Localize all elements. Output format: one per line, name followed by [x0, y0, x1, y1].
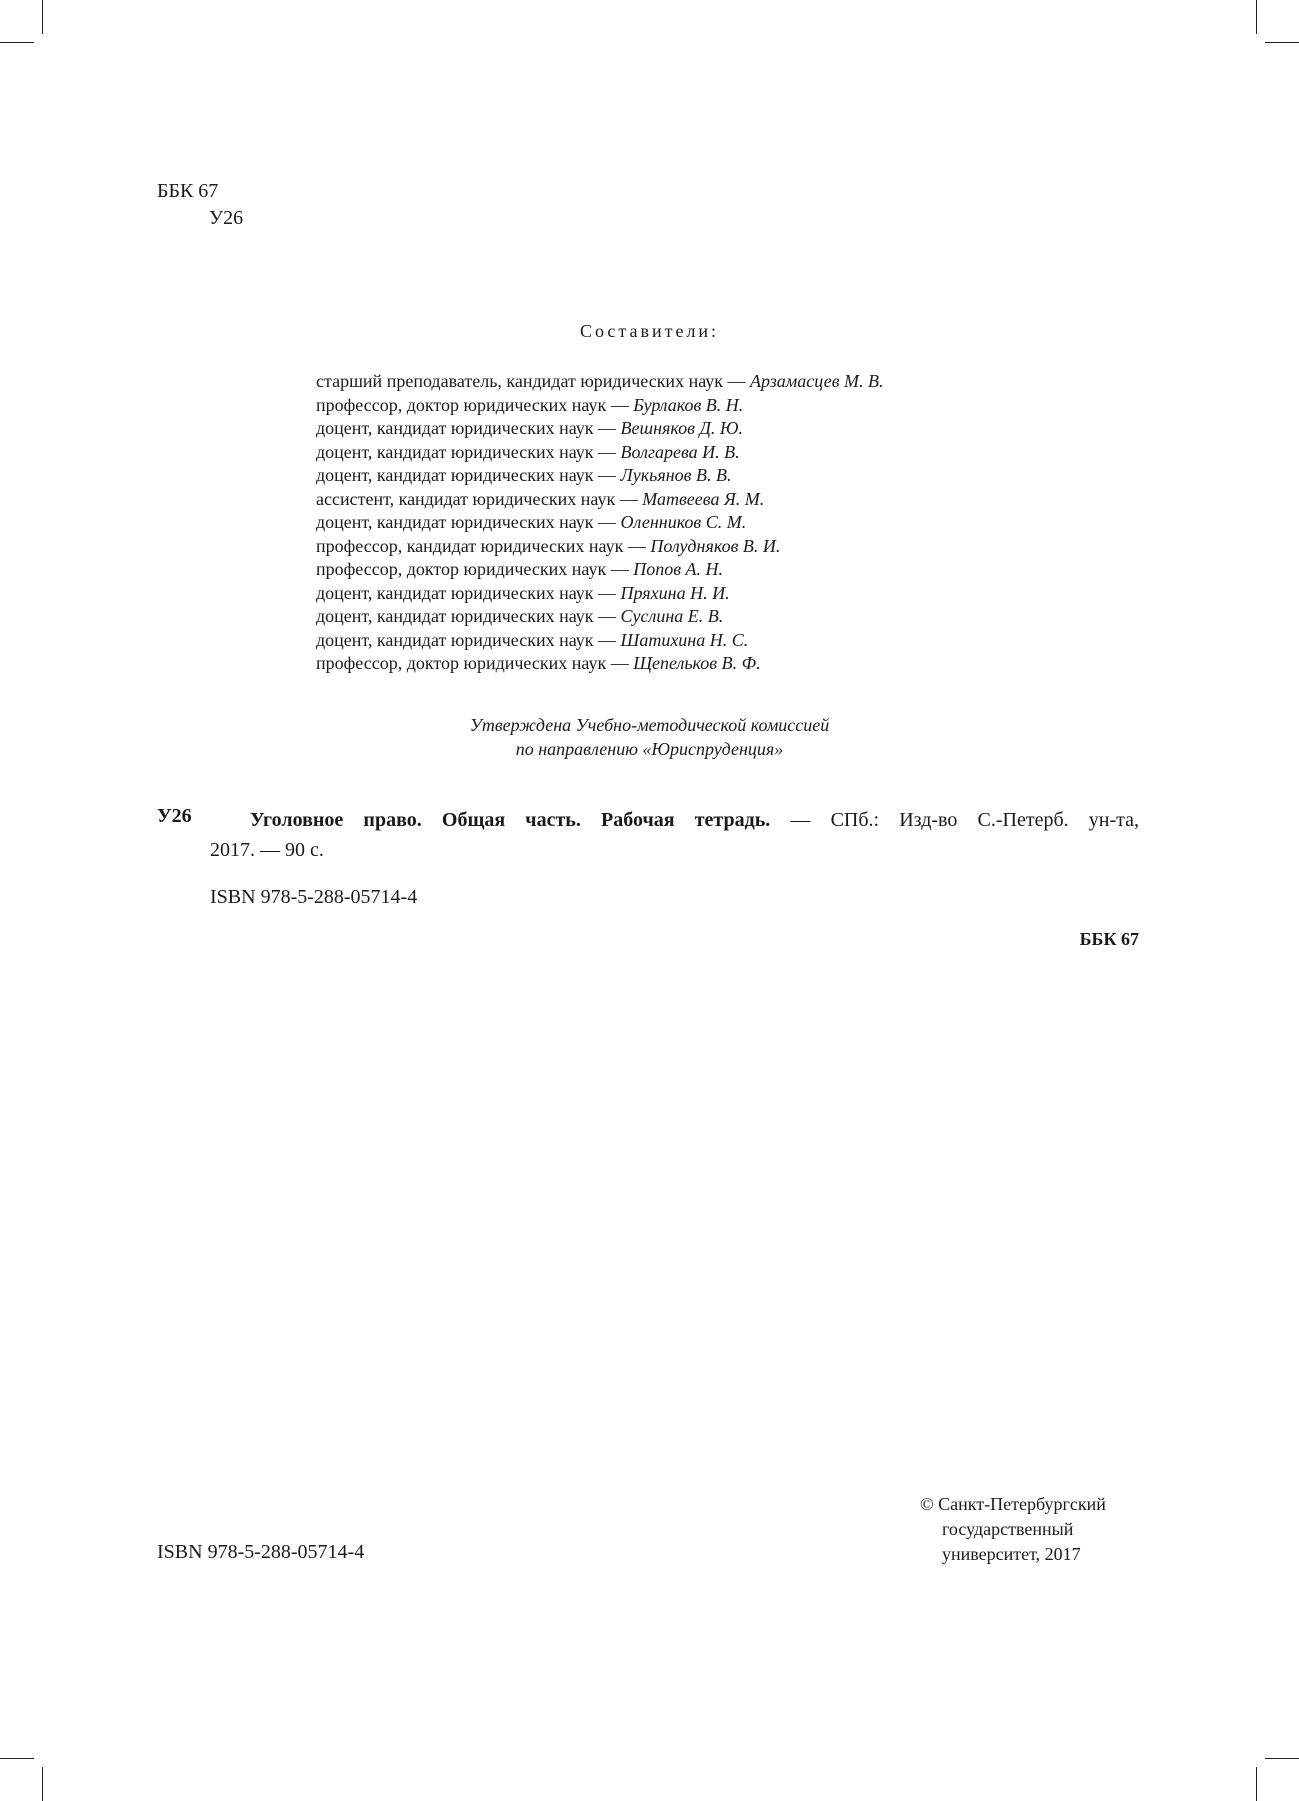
compiler-role: доцент, кандидат юридических наук — [316, 418, 621, 438]
bbk-right: ББК 67 [1079, 929, 1139, 949]
compiler-role: старший преподаватель, кандидат юридических наук — [316, 371, 751, 391]
copyright-line-2: государственный [942, 1519, 1074, 1539]
compiler-name: Арзамасцев М. В. [750, 371, 884, 391]
crop-mark-bottom-right-h [1265, 1758, 1299, 1759]
compiler-role: ассистент, кандидат юридических наук — [316, 488, 643, 509]
compiler-role: профессор, доктор юридических наук — [316, 394, 634, 415]
compiler-role: профессор, кандидат юридических наук — [316, 535, 651, 556]
compiler-role: доцент, кандидат юридических наук — [316, 465, 621, 485]
bibliographic-entry [210, 805, 1139, 865]
crop-mark-top-right [1256, 0, 1257, 34]
approval-line-1: Утверждена Учебно-методической комиссией [469, 715, 830, 735]
compiler-name: Попов А. Н. [633, 559, 724, 579]
compiler-name: Вешняков Д. Ю. [620, 418, 743, 438]
compiler-role: доцент, кандидат юридических наук — [316, 441, 621, 462]
compiler-row [316, 511, 884, 535]
compiler-row [316, 582, 884, 606]
isbn: ISBN 978-5-288-05714-4 [210, 886, 418, 908]
compiler-role: профессор, доктор юридических наук — [316, 559, 634, 579]
compiler-role: доцент, кандидат юридических наук — [316, 606, 621, 626]
compilers-heading-text: Составители: [579, 321, 720, 341]
crop-mark-bottom-left-h [0, 1758, 34, 1759]
crop-mark-top-left-h [0, 42, 34, 43]
compiler-role: доцент, кандидат юридических наук — [316, 512, 621, 532]
compiler-row [316, 652, 884, 676]
compiler-role: профессор, доктор юридических наук — [316, 653, 634, 673]
copyright-notice [920, 1492, 1106, 1567]
approval-line-2: по направлению «Юриспруденция» [515, 738, 784, 759]
compiler-row [316, 464, 884, 488]
publisher-info: — СПб.: Изд-во С.-Петерб. ун-та, [770, 809, 1140, 831]
compiler-row [316, 394, 884, 418]
approval-note [0, 714, 1299, 761]
compiler-name: Шатихина Н. С. [620, 629, 749, 650]
crop-mark-bottom-right [1256, 1767, 1257, 1801]
compiler-name: Матвеева Я. М. [642, 488, 765, 509]
compiler-role: доцент, кандидат юридических наук — [316, 582, 621, 603]
compiler-row [316, 605, 884, 629]
compiler-row [316, 629, 884, 653]
compiler-name: Оленников С. М. [620, 512, 747, 532]
compiler-row [316, 535, 884, 559]
compiler-name: Полудняков В. И. [650, 535, 781, 556]
bibliographic-code: У26 [157, 805, 192, 827]
compiler-name: Бурлаков В. Н. [633, 394, 744, 415]
compiler-name: Лукьянов В. В. [620, 465, 732, 485]
copyright-line-1: © Санкт-Петербургский [920, 1494, 1106, 1514]
compiler-name: Щепельков В. Ф. [633, 653, 761, 673]
book-title: Уголовное право. Общая часть. Рабочая тетрадь. [250, 809, 771, 831]
compiler-name: Волгарева И. В. [620, 441, 740, 462]
crop-mark-bottom-left [42, 1767, 43, 1801]
compiler-name: Пряхина Н. И. [620, 582, 730, 603]
bbk-code: ББК 67 [157, 180, 219, 202]
bibliographic-line-1 [210, 805, 1139, 835]
bibliographic-line-2: 2017. — 90 с. [210, 839, 324, 861]
isbn-footer: ISBN 978-5-288-05714-4 [157, 1541, 365, 1563]
compiler-name: Суслина Е. В. [620, 606, 724, 626]
compiler-row [316, 558, 884, 582]
compiler-row [316, 441, 884, 465]
compiler-role: доцент, кандидат юридических наук — [316, 629, 621, 650]
compiler-row [316, 417, 884, 441]
copyright-line-3: университет, 2017 [942, 1544, 1081, 1564]
author-mark: У26 [209, 207, 244, 229]
compilers-list [316, 370, 884, 676]
compilers-heading [0, 321, 1299, 342]
bbk-classification [157, 178, 243, 232]
crop-mark-top-left [42, 0, 43, 34]
crop-mark-top-right-h [1265, 42, 1299, 43]
compiler-row [316, 370, 884, 394]
compiler-row [316, 488, 884, 512]
